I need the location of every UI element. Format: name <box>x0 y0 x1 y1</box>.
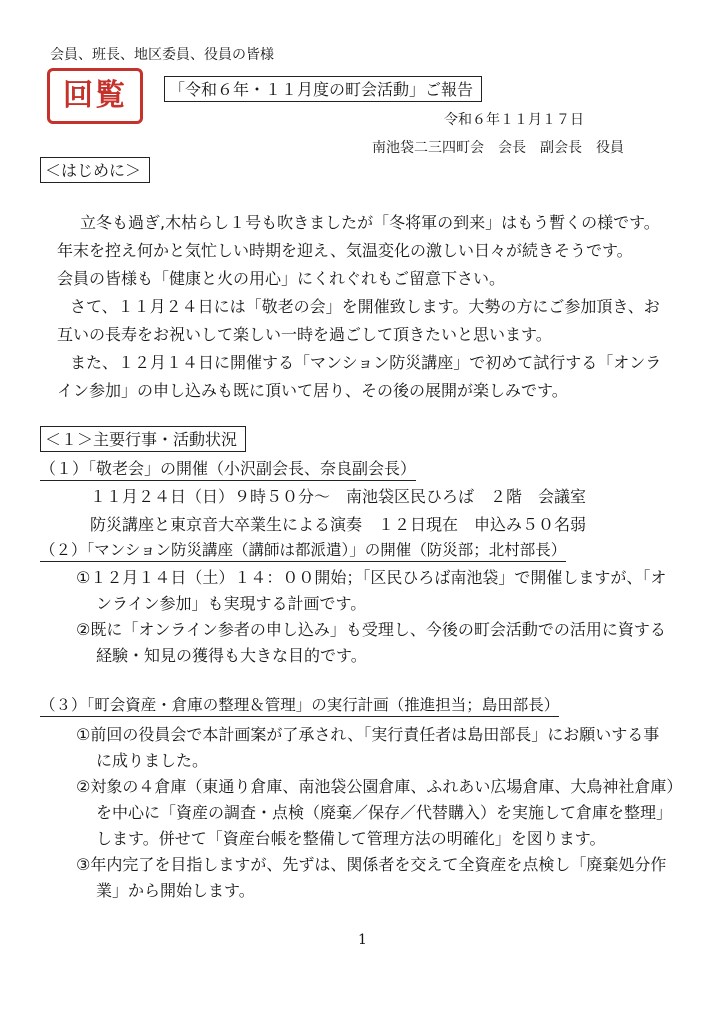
intro-heading: ＜はじめに＞ <box>40 157 150 183</box>
item2-line: ②既に「オンライン参者の申し込み」も受理し、今後の町会活動での活用に資する <box>76 620 666 639</box>
item1-line: １１月２４日（日）９時５０分～ 南池袋区民ひろば ２階 会議室 <box>90 487 587 506</box>
item3-line: ①前回の役員会で本計画案が了承され、「実行責任者は島田部長」にお願いする事 <box>76 725 660 744</box>
intro-line: 立冬も過ぎ,木枯らし１号も吹きましたが「冬将軍の到来」はもう暫くの様です。 <box>80 213 660 232</box>
kairan-stamp: 回覧 <box>47 68 143 124</box>
item2-line: 経験・知見の獲得も大きな目的です。 <box>96 646 367 665</box>
item3-line: ③年内完了を目指しますが、先ずは、関係者を交えて全資産を点検し「廃棄処分作 <box>76 855 667 874</box>
intro-line: さて、１１月２４日には「敬老の会」を開催致します。大勢の方にご参加頂き、お <box>70 297 660 316</box>
item1-heading: （１）「敬老会」の開催（小沢副会長、奈良副会長） <box>40 456 416 481</box>
item3-line: 業」から開始します。 <box>96 881 255 900</box>
report-date: 令和６年１１月１７日 <box>444 112 584 128</box>
item3-line: ②対象の４倉庫（東通り倉庫、南池袋公園倉庫、ふれあい広場倉庫、大鳥神社倉庫） <box>76 777 683 796</box>
item1-line: 防災講座と東京音大卒業生による演奏 １２日現在 申込み５０名弱 <box>90 515 587 534</box>
item3-line: します。併せて「資産台帳を整備して管理方法の明確化」を図ります。 <box>96 829 606 848</box>
item3-line: に成りました。 <box>96 751 209 770</box>
item2-line: ①１２月１４日（土）１４：００開始；「区民ひろば南池袋」で開催しますが、「オ <box>76 568 667 587</box>
intro-line: イン参加」の申し込みも既に頂いて居り、その後の展開が楽しみです。 <box>57 381 568 400</box>
page-number: 1 <box>358 932 367 948</box>
section1-heading: ＜１＞主要行事・活動状況 <box>40 426 246 452</box>
intro-line: 年末を控え何かと気忙しい時期を迎え、気温変化の激しい日々が続きそうです。 <box>57 241 633 260</box>
recipients-line: 会員、班長、地区委員、役員の皆様 <box>50 47 274 63</box>
report-title: 「令和６年・１１月度の町会活動」ご報告 <box>164 76 482 102</box>
intro-line: 互いの長寿をお祝いして楽しい一時を過ごして頂きたいと思います。 <box>57 325 552 344</box>
intro-line: また、１２月１４日に開催する「マンション防災講座」で初めて試行する「オンラ <box>70 353 662 372</box>
item3-line: を中心に「資産の調査・点検（廃棄／保存／代替購入）を実施して倉庫を整理」 <box>96 803 673 822</box>
item2-heading: （２）「マンション防災講座（講師は都派遣）」の開催（防災部；北村部長） <box>40 538 566 562</box>
item2-line: ンライン参加」も実現する計画です。 <box>96 594 367 613</box>
issuer-line: 南池袋二三四町会 会長 副会長 役員 <box>372 140 624 156</box>
item3-heading: （３）「町会資産・倉庫の整理＆管理」の実行計画（推進担当；島田部長） <box>40 693 559 717</box>
intro-line: 会員の皆様も「健康と火の用心」にくれぐれもご留意下さい。 <box>57 269 506 288</box>
